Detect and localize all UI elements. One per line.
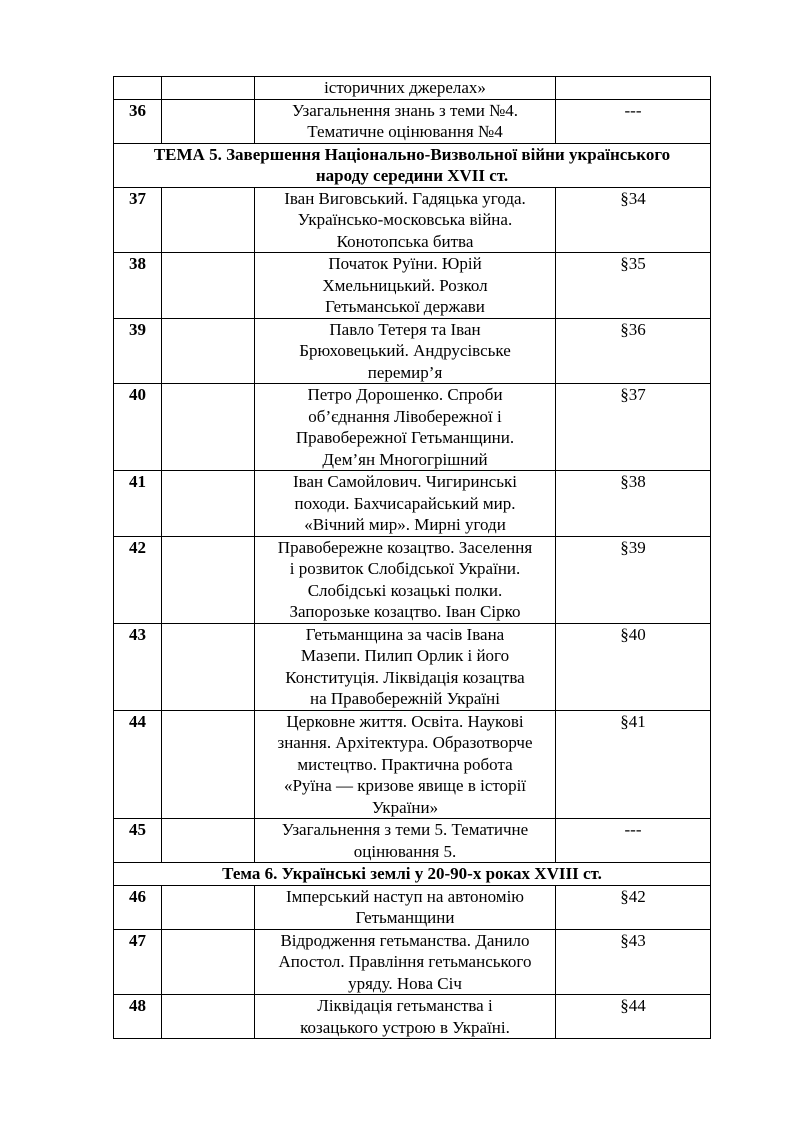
lesson-topic-line: мистецтво. Практична робота <box>297 754 513 774</box>
lesson-number: 48 <box>114 995 162 1039</box>
date-cell <box>162 819 255 863</box>
lesson-topic-line: Гетьманщина за часів Івана <box>305 624 505 644</box>
lesson-topic-line: Іван Самойлович. Чигиринські <box>293 472 517 491</box>
lesson-topic-line: Мазепи. Пилип Орлик і його <box>300 646 510 665</box>
lesson-row <box>114 929 711 995</box>
lesson-row <box>114 99 711 143</box>
lesson-topic <box>255 885 556 929</box>
date-cell <box>162 187 255 253</box>
lesson-row <box>114 384 711 471</box>
lesson-topic <box>255 536 556 623</box>
paragraph-reference: §37 <box>556 384 711 471</box>
section-title-line: ТЕМА 5. Завершення Національно-Визвольної війни українського <box>153 144 671 164</box>
lesson-topic-line: об’єднання Лівобережної і <box>308 406 502 426</box>
lesson-topic-line: «Вічний мир». Мирні угоди <box>304 515 506 534</box>
date-cell <box>162 384 255 471</box>
lesson-row <box>114 623 711 710</box>
lesson-topic-line: Гетьманщини <box>355 908 455 927</box>
lesson-topic-line: перемир’я <box>367 362 443 382</box>
lesson-topic-line: Конституція. Ліквідація козацтва <box>285 667 525 687</box>
lesson-topic-line: Тематичне оцінювання №4 <box>307 122 503 141</box>
paragraph-reference: §35 <box>556 253 711 319</box>
lesson-topic <box>255 99 556 143</box>
lesson-topic-line: Слобідські козацькі полки. <box>307 580 503 600</box>
lesson-topic-line: Початок Руїни. Юрій <box>328 254 482 273</box>
paragraph-reference: §41 <box>556 710 711 819</box>
lesson-topic-line: Дем’ян Многогрішний <box>322 449 488 469</box>
paragraph-reference: §43 <box>556 929 711 995</box>
date-cell <box>162 253 255 319</box>
lesson-number: 47 <box>114 929 162 995</box>
lesson-topic-line: Запорозьке козацтво. Іван Сірко <box>289 602 521 621</box>
lesson-number <box>114 77 162 100</box>
lesson-topic-line: оцінювання 5. <box>353 841 457 861</box>
date-cell <box>162 710 255 819</box>
lesson-number: 44 <box>114 710 162 819</box>
section-title-line: Тема 6. Українські землі у 20-90-х роках XVIII ст. <box>222 864 602 883</box>
lesson-row <box>114 819 711 863</box>
paragraph-reference <box>556 77 711 100</box>
lesson-topic-line: на Правобережній Україні <box>310 689 500 708</box>
lesson-topic <box>255 318 556 384</box>
lesson-topic <box>255 995 556 1039</box>
lesson-topic-line: Ліквідація гетьманства і <box>317 996 493 1015</box>
lesson-topic-line: Церковне життя. Освіта. Наукові <box>286 711 524 731</box>
lesson-topic-line: Апостол. Правління гетьманського <box>278 952 532 971</box>
lesson-plan-table <box>113 76 711 1039</box>
lesson-number: 41 <box>114 471 162 537</box>
lesson-topic <box>255 710 556 819</box>
lesson-topic-line: Узагальнення з теми 5. Тематичне <box>281 820 529 839</box>
lesson-row <box>114 536 711 623</box>
lesson-topic-line: Правобережне козацтво. Заселення <box>277 537 533 557</box>
date-cell <box>162 929 255 995</box>
lesson-number: 46 <box>114 885 162 929</box>
lesson-topic-line: Правобережної Гетьманщини. <box>295 428 515 447</box>
lesson-row <box>114 885 711 929</box>
lesson-topic-line: Відродження гетьманства. Данило <box>280 930 530 950</box>
paragraph-reference: --- <box>556 99 711 143</box>
paragraph-reference: --- <box>556 819 711 863</box>
lesson-number: 37 <box>114 187 162 253</box>
lesson-topic-line: уряду. Нова Січ <box>348 973 462 993</box>
paragraph-reference: §36 <box>556 318 711 384</box>
lesson-topic <box>255 384 556 471</box>
date-cell <box>162 995 255 1039</box>
date-cell <box>162 99 255 143</box>
paragraph-reference: §34 <box>556 187 711 253</box>
lesson-topic <box>255 623 556 710</box>
lesson-topic <box>255 471 556 537</box>
paragraph-reference: §38 <box>556 471 711 537</box>
lesson-topic-line: Конотопська битва <box>336 231 474 251</box>
paragraph-reference: §44 <box>556 995 711 1039</box>
lesson-number: 38 <box>114 253 162 319</box>
lesson-row <box>114 318 711 384</box>
lesson-row <box>114 187 711 253</box>
lesson-topic-line: Імперський наступ на автономію <box>285 886 524 906</box>
lesson-topic-line: «Руїна — кризове явище в історії <box>283 776 527 795</box>
lesson-topic-line: і розвиток Слобідської України. <box>289 559 521 578</box>
lesson-number: 39 <box>114 318 162 384</box>
section-title-line: народу середини XVII ст. <box>315 166 509 185</box>
lesson-number: 43 <box>114 623 162 710</box>
lesson-row <box>114 253 711 319</box>
lesson-topic-line: походи. Бахчисарайський мир. <box>294 493 516 513</box>
lesson-topic <box>255 929 556 995</box>
lesson-topic-line: України» <box>371 797 439 817</box>
lesson-topic-line: Узагальнення знань з теми №4. <box>291 100 519 120</box>
section-title <box>114 863 711 886</box>
lesson-topic-line: історичних джерелах» <box>324 78 486 97</box>
date-cell <box>162 318 255 384</box>
lesson-topic <box>255 819 556 863</box>
section-title <box>114 143 711 187</box>
lesson-topic-line: Українсько-московська війна. <box>297 210 513 229</box>
date-cell <box>162 885 255 929</box>
lesson-number: 42 <box>114 536 162 623</box>
lesson-topic-line: Павло Тетеря та Іван <box>329 319 481 339</box>
lesson-topic-line: знання. Архітектура. Образотворче <box>277 733 533 752</box>
lesson-row <box>114 995 711 1039</box>
paragraph-reference: §40 <box>556 623 711 710</box>
lesson-topic-line: Гетьманської держави <box>325 297 485 316</box>
paragraph-reference: §39 <box>556 536 711 623</box>
lesson-plan-body <box>114 77 711 1039</box>
section-header-row <box>114 863 711 886</box>
lesson-row <box>114 710 711 819</box>
lesson-number: 36 <box>114 99 162 143</box>
lesson-topic-line: Петро Дорошенко. Спроби <box>307 385 503 404</box>
paragraph-reference: §42 <box>556 885 711 929</box>
lesson-topic-line: Іван Виговський. Гадяцька угода. <box>284 188 526 208</box>
lesson-row <box>114 471 711 537</box>
lesson-topic <box>255 77 556 100</box>
lesson-topic-line: Хмельницький. Розкол <box>322 275 488 295</box>
date-cell <box>162 471 255 537</box>
lesson-topic-line: козацького устрою в Україні. <box>300 1017 510 1037</box>
lesson-topic <box>255 253 556 319</box>
date-cell <box>162 536 255 623</box>
date-cell <box>162 77 255 100</box>
date-cell <box>162 623 255 710</box>
lesson-row <box>114 77 711 100</box>
lesson-topic-line: Брюховецький. Андрусівське <box>299 341 511 360</box>
lesson-topic <box>255 187 556 253</box>
lesson-number: 45 <box>114 819 162 863</box>
lesson-number: 40 <box>114 384 162 471</box>
section-header-row <box>114 143 711 187</box>
